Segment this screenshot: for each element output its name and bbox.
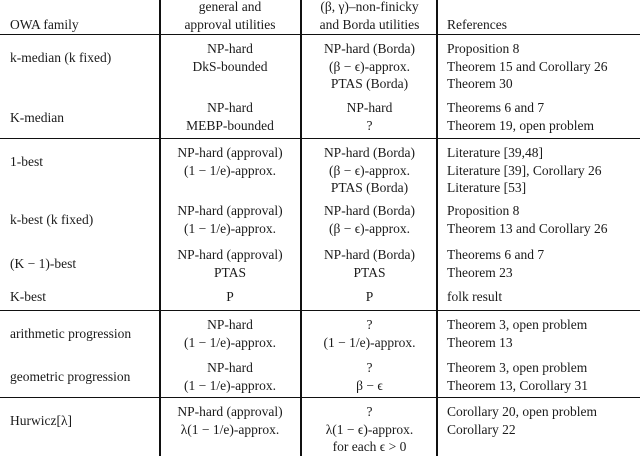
row-owa-family: K-best — [10, 289, 46, 305]
cell-line: NP-hard (Borda) — [323, 247, 416, 263]
cell-line: NP-hard (Borda) — [323, 145, 416, 161]
header-owa-family: OWA family — [10, 17, 79, 32]
cell-line: Theorem 30 — [447, 76, 513, 92]
cell-line: λ(1 − ϵ)-approx. — [325, 421, 414, 437]
general-utilities-cell — [159, 316, 301, 351]
cell-line: Corollary 20, open problem — [447, 404, 597, 420]
cell-line: P — [365, 289, 374, 305]
cell-line: ? — [366, 404, 373, 420]
cell-line: ? — [366, 317, 373, 333]
references-cell — [447, 359, 588, 394]
cell-line: Proposition 8 — [447, 41, 520, 57]
cell-line: DkS-bounded — [192, 58, 268, 74]
cell-line: Corollary 22 — [447, 421, 516, 437]
cell-line: NP-hard — [207, 360, 253, 376]
cell-line: NP-hard (Borda) — [323, 41, 416, 57]
references-cell — [447, 202, 607, 237]
borda-utilities-cell — [302, 359, 437, 394]
cell-line: ? — [366, 117, 373, 133]
cell-line: NP-hard — [207, 100, 253, 116]
borda-utilities-cell — [302, 202, 437, 237]
row-owa-family: arithmetic progression — [10, 326, 132, 342]
borda-utilities-cell — [302, 246, 437, 281]
row-owa-family: 1-best — [10, 154, 43, 170]
header-line: general and — [198, 0, 262, 14]
cell-line: P — [226, 289, 234, 305]
cell-line: Theorems 6 and 7 — [447, 247, 545, 263]
cell-line: Literature [53] — [447, 180, 527, 196]
borda-utilities-cell — [302, 316, 437, 351]
cell-line: Theorem 13 and Corollary 26 — [447, 220, 608, 236]
borda-utilities-cell — [302, 99, 437, 134]
general-utilities-cell — [159, 246, 301, 281]
cell-line: (β − ϵ)-approx. — [328, 58, 411, 74]
references-cell — [447, 144, 601, 197]
borda-utilities-cell — [302, 403, 437, 456]
general-utilities-cell — [159, 40, 301, 75]
row-owa-family: k-best (k fixed) — [10, 212, 94, 228]
cell-line: Theorem 19, open problem — [447, 117, 594, 133]
general-utilities-cell — [159, 99, 301, 134]
cell-line: Literature [39], Corollary 26 — [447, 162, 602, 178]
cell-line: Theorems 6 and 7 — [447, 100, 545, 116]
header-line: (β, γ)–non-finicky — [320, 0, 419, 14]
cell-line: NP-hard — [346, 100, 393, 116]
cell-line: NP-hard (Borda) — [323, 203, 416, 219]
cell-line: (β − ϵ)-approx. — [328, 162, 411, 178]
cell-line: (1 − 1/e)-approx. — [184, 162, 276, 178]
references-cell — [447, 246, 544, 281]
cell-line: (1 − 1/e)-approx. — [184, 220, 276, 236]
header-line: approval utilities — [184, 16, 276, 32]
header-general-utilities — [159, 0, 301, 33]
cell-line: Theorem 13 — [447, 334, 513, 350]
cell-line: NP-hard (approval) — [177, 145, 283, 161]
cell-line: (1 − 1/e)-approx. — [323, 334, 416, 350]
cell-line: Literature [39,48] — [447, 145, 543, 161]
cell-line: folk result — [447, 289, 503, 305]
group-rule — [0, 397, 640, 399]
row-owa-family: K-median — [10, 110, 64, 126]
cell-line: PTAS — [353, 264, 386, 280]
cell-line: NP-hard (approval) — [177, 247, 283, 263]
header-line: and Borda utilities — [319, 16, 420, 32]
row-owa-family: geometric progression — [10, 369, 131, 385]
references-cell — [447, 40, 607, 93]
cell-line: MEBP-bounded — [186, 117, 274, 133]
cell-line: PTAS (Borda) — [330, 76, 409, 92]
cell-line: for each ϵ > 0 — [332, 439, 407, 455]
cell-line: Theorem 3, open problem — [447, 360, 588, 376]
group-rule — [0, 138, 640, 140]
header-borda-utilities — [302, 0, 437, 33]
borda-utilities-cell — [302, 40, 437, 93]
cell-line: NP-hard — [207, 41, 253, 57]
row-owa-family: (K − 1)-best — [10, 256, 77, 272]
header-references: References — [447, 17, 507, 32]
cell-line: ? — [366, 360, 373, 376]
general-utilities-cell — [159, 403, 301, 438]
borda-utilities-cell — [302, 288, 437, 306]
row-owa-family: k-median (k fixed) — [10, 50, 112, 66]
cell-line: NP-hard (approval) — [177, 404, 283, 420]
group-rule — [0, 310, 640, 312]
cell-line: Theorem 13, Corollary 31 — [447, 377, 588, 393]
cell-line: PTAS — [214, 264, 246, 280]
cell-line: Theorem 3, open problem — [447, 317, 588, 333]
cell-line: λ(1 − 1/e)-approx. — [180, 421, 280, 437]
cell-line: Theorem 15 and Corollary 26 — [447, 58, 608, 74]
cell-line: (β − ϵ)-approx. — [328, 220, 411, 236]
cell-line: (1 − 1/e)-approx. — [184, 377, 276, 393]
cell-line: NP-hard (approval) — [177, 203, 283, 219]
cell-line: Proposition 8 — [447, 203, 520, 219]
cell-line: NP-hard — [207, 317, 253, 333]
references-cell — [447, 99, 594, 134]
header-rule — [0, 34, 640, 36]
cell-line: β − ϵ — [356, 377, 383, 393]
general-utilities-cell — [159, 288, 301, 306]
general-utilities-cell — [159, 202, 301, 237]
cell-line: Theorem 23 — [447, 264, 513, 280]
references-cell — [447, 403, 597, 438]
references-cell — [447, 316, 587, 351]
cell-line: PTAS (Borda) — [330, 180, 409, 196]
references-cell — [447, 288, 502, 306]
row-owa-family: Hurwicz[λ] — [10, 413, 73, 429]
general-utilities-cell — [159, 359, 301, 394]
borda-utilities-cell — [302, 144, 437, 197]
general-utilities-cell — [159, 144, 301, 179]
cell-line: (1 − 1/e)-approx. — [184, 334, 276, 350]
